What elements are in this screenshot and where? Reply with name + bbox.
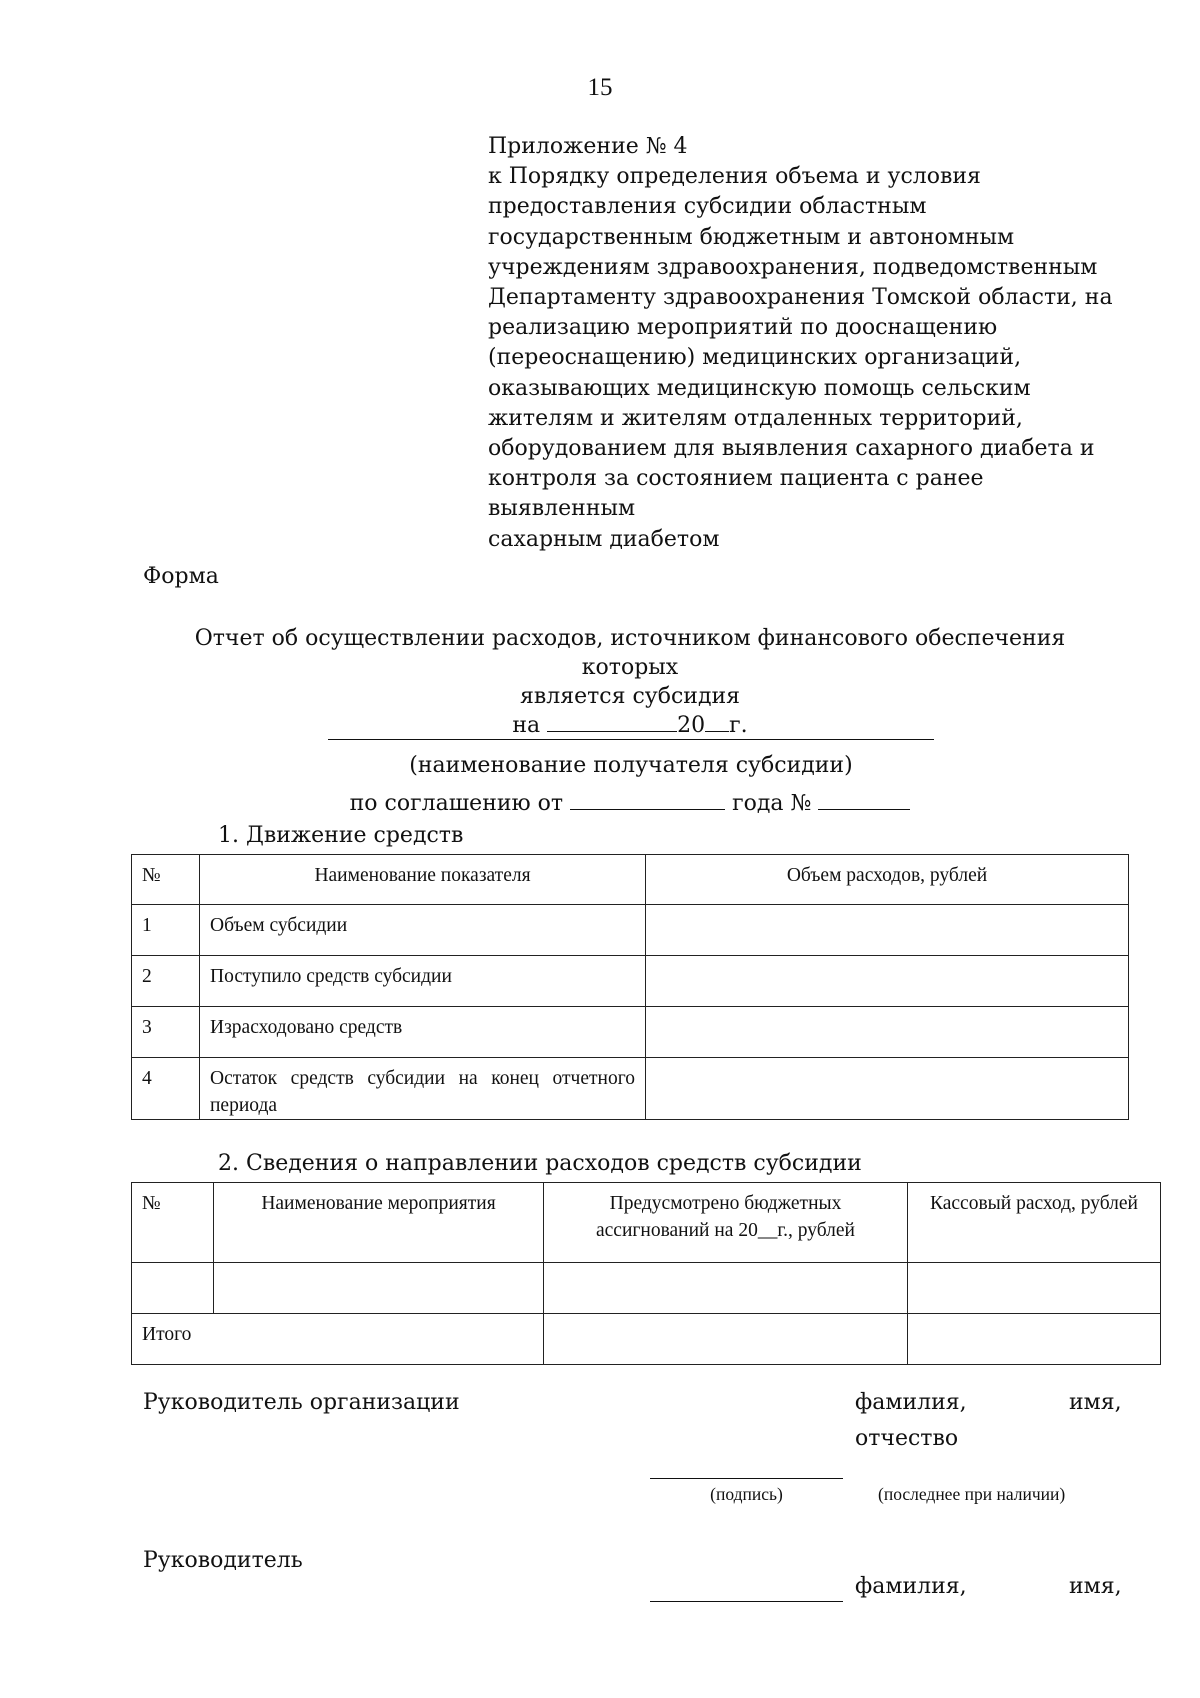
year-blank <box>705 711 729 732</box>
table-header-row <box>132 1183 1161 1263</box>
row-num: 4 <box>132 1058 200 1120</box>
row-planned[interactable] <box>544 1263 908 1314</box>
header-num: № <box>132 855 200 905</box>
annex-line: предоставления субсидии областным <box>488 194 927 220</box>
section2-table <box>131 1182 1161 1365</box>
section1-title: 1. Движение средств <box>218 823 464 848</box>
total-row <box>132 1314 1161 1365</box>
table-row <box>132 1263 1161 1314</box>
annex-line: оказывающих медицинскую помощь сельским <box>488 375 1031 401</box>
row-value[interactable] <box>646 956 1129 1007</box>
annex-line: Департаменту здравоохранения Томской области, на <box>488 285 1113 311</box>
header-cash: Кассовый расход, рублей <box>908 1183 1161 1263</box>
row-num: 2 <box>132 956 200 1007</box>
recipient-hint: (наименование получателя субсидии) <box>409 753 853 778</box>
fio-part1: фамилия, <box>855 1390 967 1415</box>
date-year: 20 <box>677 713 706 738</box>
agreement-line <box>150 789 1110 816</box>
row-num: 1 <box>132 905 200 956</box>
recipient-blank-line <box>328 739 934 740</box>
annex-block <box>488 132 1128 555</box>
report-title-line1: Отчет об осуществлении расходов, источником финансового обеспечения которых <box>194 626 1066 680</box>
row-name: Остаток средств субсидии на конец отчетного периода <box>200 1058 646 1120</box>
head-label: Руководитель <box>143 1548 303 1573</box>
form-label: Форма <box>143 564 219 589</box>
agreement-number-blank <box>818 789 910 810</box>
annex-line: оборудованием для выявления сахарного диабета и <box>488 436 1095 462</box>
header-indicator: Наименование показателя <box>200 855 646 905</box>
header-amount: Объем расходов, рублей <box>646 855 1129 905</box>
fio2-part2: имя, <box>1069 1574 1122 1599</box>
annex-line: к Порядку определения объема и условия <box>488 164 981 190</box>
annex-title: Приложение № 4 <box>488 134 688 159</box>
signature-hint: (подпись) <box>710 1484 783 1504</box>
total-label: Итого <box>132 1314 544 1365</box>
signature-line[interactable] <box>650 1478 843 1479</box>
fio-part3: отчество <box>855 1426 959 1451</box>
annex-line: контроля за состоянием пациента с ранее выявленным <box>488 466 984 522</box>
row-name: Израсходовано средств <box>200 1007 646 1058</box>
annex-line: (переоснащению) медицинских организаций, <box>488 345 1022 371</box>
row-value[interactable] <box>646 905 1129 956</box>
row-name: Объем субсидии <box>200 905 646 956</box>
row-num[interactable] <box>132 1263 214 1314</box>
page-number: 15 <box>587 74 613 101</box>
annex-line: реализацию мероприятий по дооснащению <box>488 315 998 341</box>
fio2-part1: фамилия, <box>855 1574 967 1599</box>
row-name: Поступило средств субсидии <box>200 956 646 1007</box>
annex-line: государственным бюджетным и автономным <box>488 224 1015 250</box>
annex-line: учреждениям здравоохранения, подведомственным <box>488 254 1098 280</box>
annex-line: сахарным диабетом <box>488 526 720 552</box>
table-row <box>132 1007 1129 1058</box>
header-num: № <box>132 1183 214 1263</box>
date-suffix: г. <box>729 713 748 738</box>
section1-table <box>131 854 1129 1120</box>
report-title <box>150 624 1110 740</box>
table-row <box>132 905 1129 956</box>
table-row <box>132 1058 1129 1120</box>
date-blank <box>547 711 677 732</box>
header-planned: Предусмотрено бюджетных ассигнований на 20__г., рублей <box>544 1183 908 1263</box>
signature-line-2[interactable] <box>650 1601 843 1602</box>
row-value[interactable] <box>646 1007 1129 1058</box>
row-activity[interactable] <box>214 1263 544 1314</box>
fio-part2: имя, <box>1069 1390 1122 1415</box>
date-prefix: на <box>512 713 541 738</box>
row-value[interactable] <box>646 1058 1129 1120</box>
report-title-line2: является субсидия <box>519 684 741 709</box>
annex-line: жителям и жителям отдаленных территорий, <box>488 405 1023 431</box>
row-num: 3 <box>132 1007 200 1058</box>
report-date-line <box>150 711 1110 740</box>
section2-title: 2. Сведения о направлении расходов средств субсидии <box>218 1151 862 1176</box>
head-org-label: Руководитель организации <box>143 1390 460 1415</box>
agreement-prefix: по соглашению от <box>349 791 564 816</box>
agreement-mid: года № <box>732 791 812 816</box>
total-planned[interactable] <box>544 1314 908 1365</box>
header-activity: Наименование мероприятия <box>214 1183 544 1263</box>
total-cash[interactable] <box>908 1314 1161 1365</box>
table-header-row <box>132 855 1129 905</box>
table-row <box>132 956 1129 1007</box>
row-cash[interactable] <box>908 1263 1161 1314</box>
agreement-date-blank <box>570 789 725 810</box>
last-name-hint: (последнее при наличии) <box>878 1484 1066 1504</box>
